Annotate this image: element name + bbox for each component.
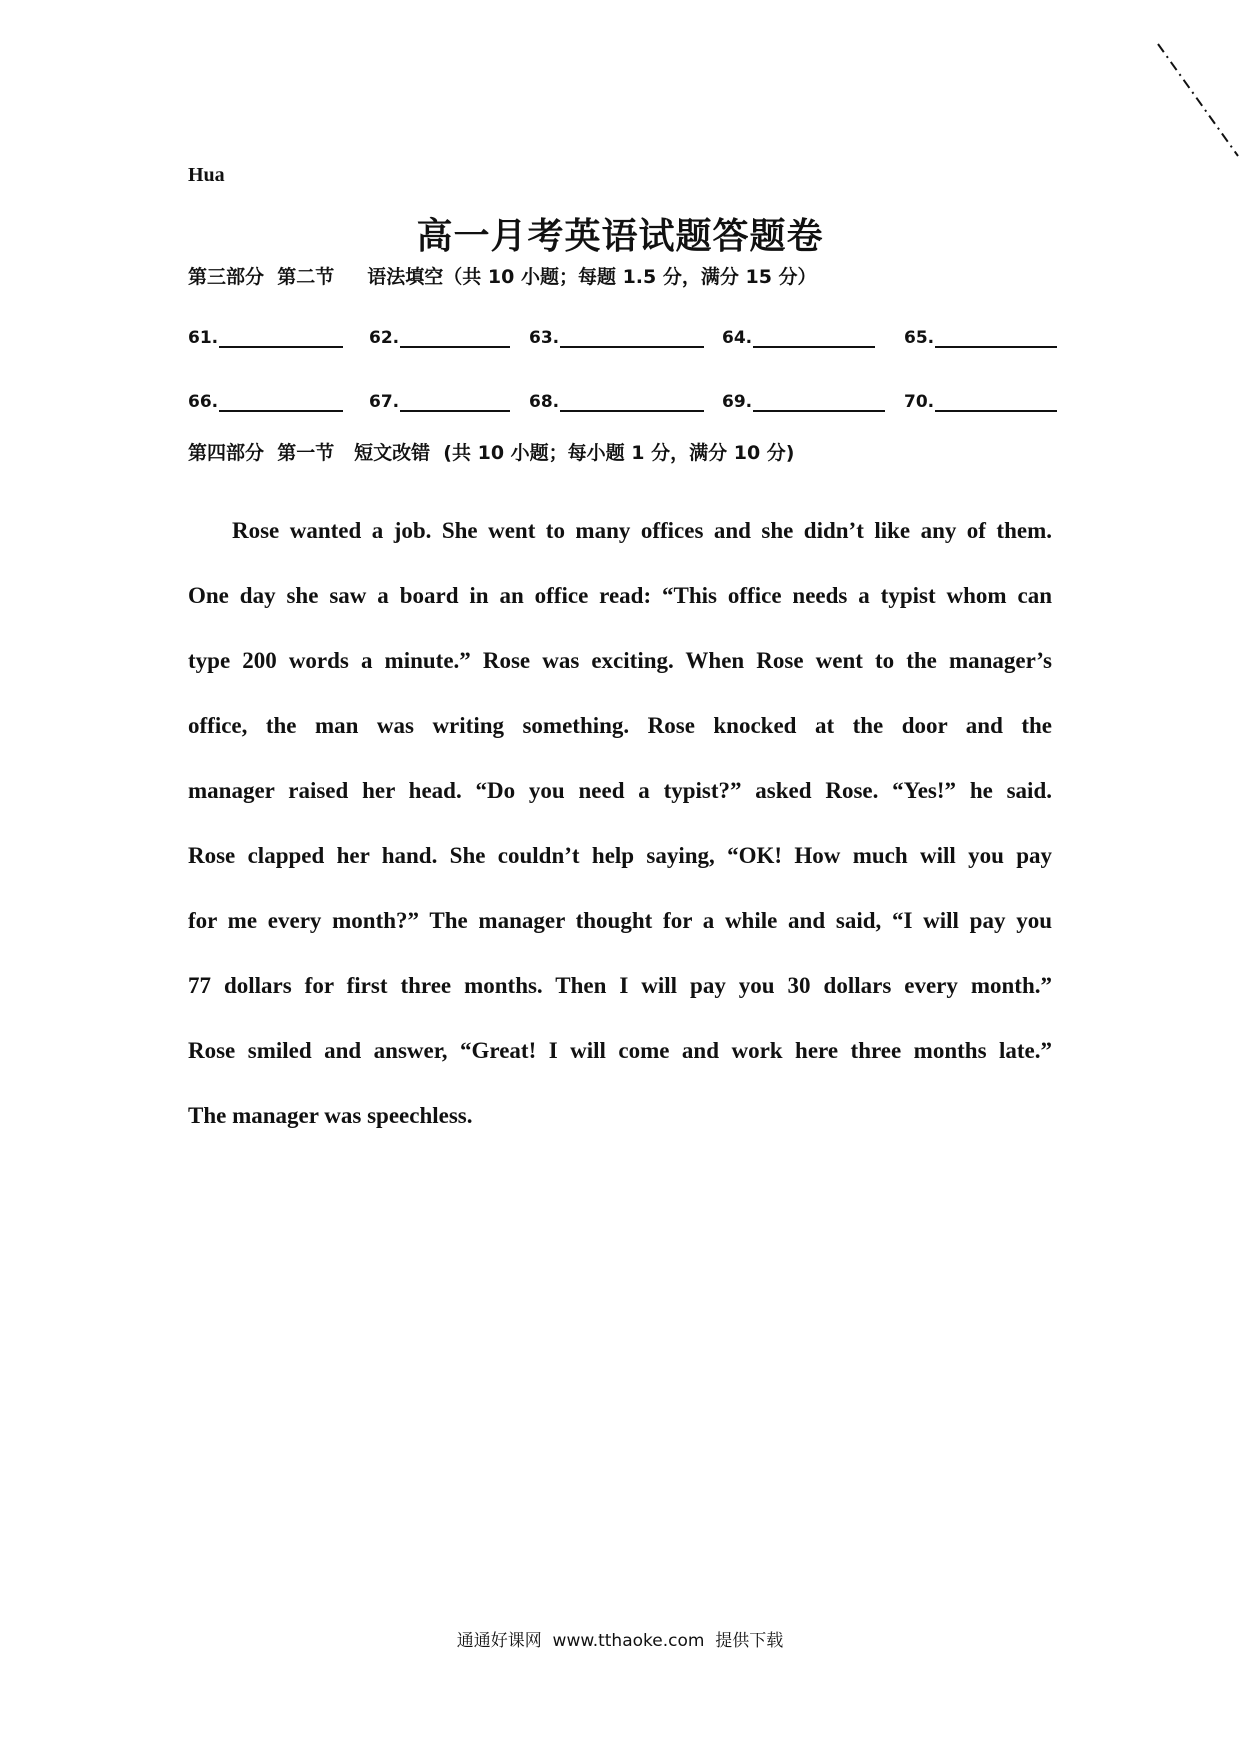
passage-line-1: Rose wanted a job. She went to many offices and she didn’t like any of them. [232, 518, 1052, 543]
blank-number: 69. [722, 392, 753, 412]
blank-line [400, 326, 510, 348]
error-correction-passage [188, 498, 1052, 1148]
answer-blank-69[interactable] [722, 390, 885, 412]
blank-number: 70. [904, 392, 935, 412]
passage-line-5: manager raised her head. “Do you need a typist?” asked Rose. “Yes!” he said. [188, 778, 1052, 803]
blank-line [560, 326, 704, 348]
blank-number: 61. [188, 328, 219, 348]
answer-blank-66[interactable] [188, 390, 343, 412]
blank-number: 65. [904, 328, 935, 348]
blank-line [935, 326, 1057, 348]
answer-blank-67[interactable] [369, 390, 510, 412]
blank-number: 62. [369, 328, 400, 348]
top-label: Hua [188, 164, 225, 186]
blank-number: 68. [529, 392, 560, 412]
answer-blank-70[interactable] [904, 390, 1057, 412]
blank-number: 67. [369, 392, 400, 412]
blank-number: 64. [722, 328, 753, 348]
blank-line [219, 390, 343, 412]
passage-line-4: office, the man was writing something. Rose knocked at the door and the [188, 713, 1052, 738]
blank-line [753, 390, 885, 412]
binding-dashed-line [1140, 40, 1240, 160]
answer-blank-63[interactable] [529, 326, 704, 348]
answer-blank-62[interactable] [369, 326, 510, 348]
section4-heading: 第四部分 第一节 短文改错 (共 10 小题；每小题 1 分，满分 10 分) [188, 442, 795, 464]
answer-blank-68[interactable] [529, 390, 704, 412]
blank-line [935, 390, 1057, 412]
answer-blank-65[interactable] [904, 326, 1057, 348]
blank-line [560, 390, 704, 412]
passage-line-3: type 200 words a minute.” Rose was exciting. When Rose went to the manager’s [188, 648, 1052, 673]
section3-heading: 第三部分 第二节 语法填空（共 10 小题；每题 1.5 分，满分 15 分） [188, 266, 817, 288]
answer-blank-61[interactable] [188, 326, 343, 348]
blank-line [400, 390, 510, 412]
page-title: 高一月考英语试题答题卷 [416, 216, 824, 257]
answer-blank-64[interactable] [722, 326, 875, 348]
passage-line-2: One day she saw a board in an office read: “This office needs a typist whom can [188, 583, 1052, 608]
passage-line-6: Rose clapped her hand. She couldn’t help saying, “OK! How much will you pay [188, 843, 1052, 868]
answer-row-2 [188, 390, 1054, 420]
passage-line-7: for me every month?” The manager thought for a while and said, “I will pay you [188, 908, 1052, 933]
blank-line [219, 326, 343, 348]
passage-line-9: Rose smiled and answer, “Great! I will come and work here three months late.” [188, 1038, 1052, 1063]
footer-download-note: 通通好课网 www.tthaoke.com 提供下载 [456, 1631, 784, 1651]
passage-line-8: 77 dollars for first three months. Then I will pay you 30 dollars every month.” [188, 973, 1052, 998]
blank-number: 63. [529, 328, 560, 348]
passage-line-10: The manager was speechless. [188, 1103, 473, 1128]
answer-row-1 [188, 326, 1054, 356]
blank-number: 66. [188, 392, 219, 412]
blank-line [753, 326, 875, 348]
